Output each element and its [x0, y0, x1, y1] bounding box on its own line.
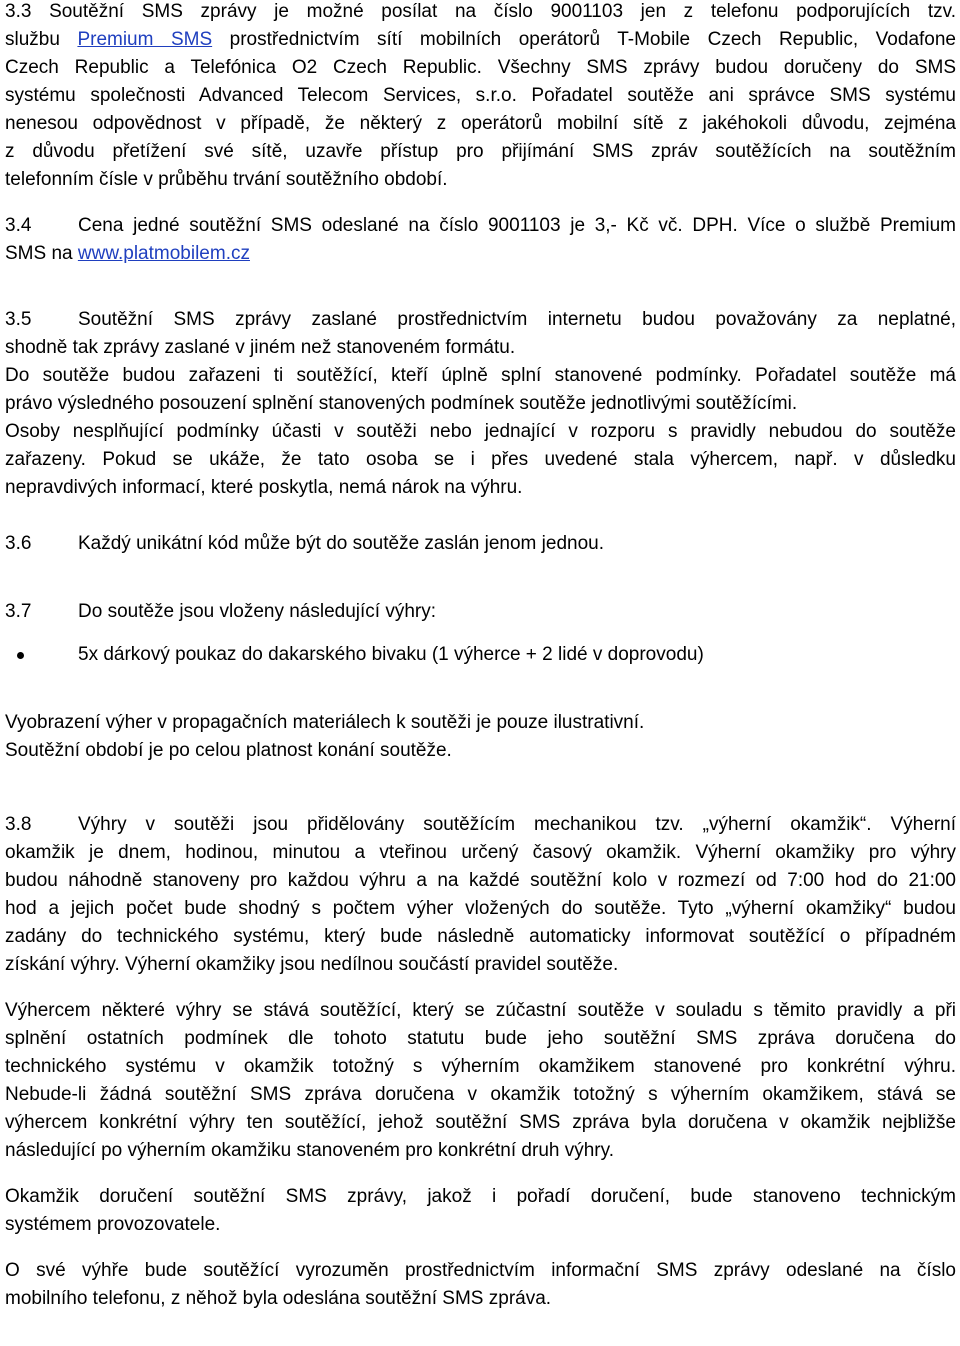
- section-3-6: [5, 530, 956, 558]
- section-number: 3.6: [5, 533, 32, 554]
- section-3-4-line-2: [5, 240, 956, 268]
- winner-paragraph: [5, 997, 956, 1165]
- section-3-3-line-2-end: prostřednictvím sítí mobilních operátorů T-Mobile Czech Republic, Vodafone: [212, 29, 956, 50]
- prize-list-item: [5, 641, 956, 669]
- section-3-3-line-2-start: službu: [5, 29, 78, 50]
- delivery-moment-paragraph: [5, 1183, 956, 1239]
- delivery-moment-line-1: Okamžik doručení soutěžní SMS zprávy, jakož i pořadí doručení, bude stanoveno technickým: [5, 1186, 956, 1207]
- section-3-5-line-1: [5, 306, 956, 334]
- section-3-3-line-4-b: Pořadatel soutěže ani správce SMS systému: [516, 85, 956, 106]
- section-3-3-line-3: Czech Republic a Telefónica O2 Czech Republic. Všechny SMS zprávy budou doručeny do SMS: [5, 57, 956, 78]
- section-3-7: [5, 598, 956, 765]
- winner-line-5: výhercem konkrétní výhry ten soutěžící, jehož soutěžní SMS zpráva byla doručena v okamžik nejbližše: [5, 1112, 956, 1133]
- winner-line-4: Nebude-li žádná soutěžní SMS zpráva doručena v okamžik totožný s výherním okamžikem, stává se: [5, 1084, 956, 1105]
- section-3-3: [5, 0, 956, 194]
- section-3-3-line-2: [5, 26, 956, 54]
- section-3-8-line-4: hod a jejich počet bude shodný s počtem výher vložených do soutěže. Tyto „výherní okamžiky“ budou: [5, 898, 956, 919]
- document-page: [5, 0, 956, 1313]
- section-3-5: [5, 306, 956, 502]
- prize-text: 5x dárkový poukaz do dakarského bivaku (1 výherce + 2 lidé v doprovodu): [78, 644, 704, 665]
- winner-line-1: Výhercem některé výhry se stává soutěžící, který se zúčastní soutěže v souladu s těmito pravidly a při: [5, 1000, 956, 1021]
- section-3-8-line-2: okamžik je dnem, hodinou, minutou a vteřinou určený časový okamžik. Výherní okamžiky pro výhry: [5, 842, 956, 863]
- section-3-5-line-6: zařazeny. Pokud se ukáže, že tato osoba se i přes uvedené stala výhercem, např. v důsledku: [5, 449, 956, 470]
- section-3-5-line-7: nepravdivých informací, které poskytla, nemá nárok na výhru.: [5, 477, 523, 498]
- section-3-8-line-1-text: Výhry v soutěži jsou přidělovány soutěžícím mechanikou tzv. „výherní okamžik“. Výherní: [78, 814, 956, 835]
- section-3-6-line-1: [5, 530, 956, 558]
- section-3-4-line-1: [5, 212, 956, 240]
- premium-sms-link[interactable]: Premium SMS: [77, 29, 213, 50]
- section-3-5-line-2: shodně tak zprávy zaslané v jiném než stanoveném formátu.: [5, 337, 516, 358]
- competition-period-note: Soutěžní období je po celou platnost konání soutěže.: [5, 740, 452, 761]
- section-3-8-line-3: budou náhodně stanoveny pro každou výhru a na každé soutěžní kolo v rozmezí od 7:00 hod do 21:00: [5, 870, 956, 891]
- section-3-8-line-5: zadány do technického systému, který bude následně automaticky informovat soutěžící o případném: [5, 926, 956, 947]
- section-3-5-line-4: právo výsledného posouzení splnění stanovených podmínek soutěže jednotlivými soutěžícími.: [5, 393, 798, 414]
- section-3-3-line-4-a: systému společnosti Advanced Telecom Services, s.r.o.: [5, 85, 517, 106]
- illustrative-note: Vyobrazení výher v propagačních materiálech k soutěži je pouze ilustrativní.: [5, 712, 645, 733]
- platmobilem-link[interactable]: www.platmobilem.cz: [77, 243, 250, 264]
- section-3-7-line-1: [5, 598, 956, 626]
- notification-line-2: mobilního telefonu, z něhož byla odeslána soutěžní SMS zpráva.: [5, 1288, 552, 1309]
- section-3-8: [5, 811, 956, 979]
- section-3-4-line-2-start: SMS na: [5, 243, 78, 264]
- section-3-3-line-5: nenesou odpovědnost v případě, že některý z operátorů mobilní sítě z jakéhokoli důvodu, zejména: [5, 113, 956, 134]
- notification-line-1: O své výhře bude soutěžící vyrozuměn prostřednictvím informační SMS zprávy odeslané na číslo: [5, 1260, 956, 1281]
- section-number: 3.8: [5, 814, 32, 835]
- winner-line-3: technického systému v okamžik totožný s výherním okamžikem stanovené pro konkrétní výhru.: [5, 1056, 956, 1077]
- section-3-5-line-3: Do soutěže budou zařazeni ti soutěžící, kteří úplně splní stanovené podmínky. Pořadatel soutěže má: [5, 365, 956, 386]
- section-3-3-line-1: 3.3 Soutěžní SMS zprávy je možné posílat na číslo 9001103 jen z telefonu podporujících tzv.: [5, 1, 956, 22]
- notification-paragraph: [5, 1257, 956, 1313]
- section-3-5-line-5: Osoby nesplňující podmínky účasti v soutěži nebo jednající v rozporu s pravidly nebudou do soutěže: [5, 421, 956, 442]
- section-number: 3.5: [5, 309, 32, 330]
- winner-line-2: splnění ostatních podmínek dle tohoto statutu bude jeho soutěžní SMS zpráva doručena do: [5, 1028, 956, 1049]
- section-number: 3.4: [5, 215, 32, 236]
- section-3-8-line-1: [5, 811, 956, 839]
- section-3-7-text: Do soutěže jsou vloženy následující výhry:: [78, 601, 437, 622]
- section-3-6-text: Každý unikátní kód může být do soutěže zaslán jenom jednou.: [78, 533, 604, 554]
- section-3-5-line-1-text: Soutěžní SMS zprávy zaslané prostřednictvím internetu budou považovány za neplatné,: [78, 309, 956, 330]
- winner-line-6: následující po výherním okamžiku stanoveném pro konkrétní druh výhry.: [5, 1140, 614, 1161]
- section-3-3-line-7: telefonním čísle v průběhu trvání soutěžního období.: [5, 169, 448, 190]
- section-3-4: [5, 212, 956, 268]
- bullet-icon: [17, 652, 24, 659]
- section-number: 3.7: [5, 601, 32, 622]
- section-3-4-line-1-text: Cena jedné soutěžní SMS odeslané na číslo 9001103 je 3,- Kč vč. DPH. Více o službě Premium: [78, 215, 956, 236]
- delivery-moment-line-2: systémem provozovatele.: [5, 1214, 221, 1235]
- section-3-3-line-6: z důvodu přetížení své sítě, uzavře přístup pro přijímání SMS zpráv soutěžících na soutěžním: [5, 141, 956, 162]
- section-3-8-line-6: získání výhry. Výherní okamžiky jsou nedílnou součástí pravidel soutěže.: [5, 954, 619, 975]
- section-3-3-line-4: [5, 82, 956, 110]
